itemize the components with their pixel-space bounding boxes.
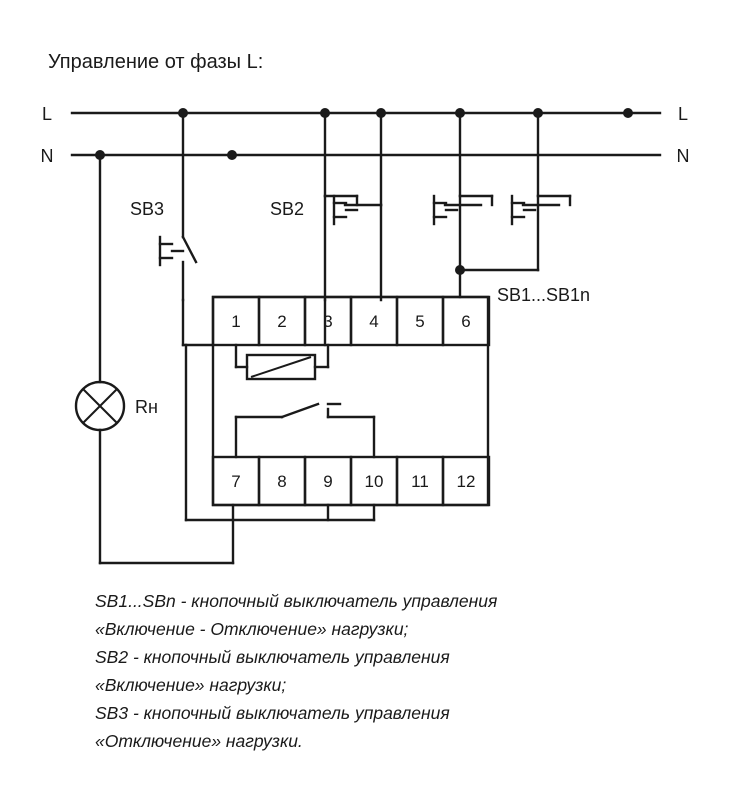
label-sb1n: SB1...SB1n <box>497 285 591 305</box>
terminal-label-10: 10 <box>364 472 384 491</box>
terminal-label-8: 8 <box>277 472 287 491</box>
terminal-label-9: 9 <box>323 472 333 491</box>
legend-desc-5: - кнопочный выключатель управления <box>128 703 450 723</box>
legend-code-1: SB1...SBn <box>95 591 176 611</box>
neutral-rail-label-left: N <box>40 146 54 166</box>
terminal-label-6: 6 <box>461 312 471 331</box>
legend-line-6: «Отключение» нагрузки. <box>95 731 303 751</box>
legend-desc-1: - кнопочный выключатель управления <box>175 591 498 611</box>
legend-code-5: SB3 <box>95 703 129 723</box>
neutral-rail-label-right: N <box>676 146 690 166</box>
legend-line-2: «Включение - Отключение» нагрузки; <box>95 619 409 639</box>
contact-blade <box>282 404 318 417</box>
terminal-label-7: 7 <box>231 472 241 491</box>
legend-line-4: «Включение» нагрузки; <box>95 675 287 695</box>
terminal-label-1: 1 <box>231 312 241 331</box>
label-sb3: SB3 <box>130 199 165 219</box>
coil-diagonal <box>251 357 311 377</box>
legend-desc-3: - кнопочный выключатель управления <box>128 647 450 667</box>
diagram-title: Управление от фазы L: <box>48 51 264 73</box>
terminal-label-4: 4 <box>369 312 379 331</box>
sb3-contact-blade <box>183 237 196 262</box>
phase-rail-label-right: L <box>677 104 689 124</box>
junction-dot <box>623 108 633 118</box>
terminal-label-11: 11 <box>411 472 429 491</box>
label-load: Rн <box>135 397 158 417</box>
phase-rail-label-left: L <box>41 104 53 124</box>
label-sb2: SB2 <box>270 199 305 219</box>
terminal-label-5: 5 <box>415 312 425 331</box>
legend-line-3 <box>95 647 450 667</box>
legend-code-3: SB2 <box>95 647 129 667</box>
terminal-label-3: 3 <box>323 312 333 331</box>
terminal-label-2: 2 <box>277 312 287 331</box>
terminal-label-12: 12 <box>456 472 476 491</box>
junction-dot <box>227 150 237 160</box>
legend-line-5 <box>95 703 450 723</box>
legend-line-1 <box>95 591 497 611</box>
legend-block <box>95 591 497 751</box>
